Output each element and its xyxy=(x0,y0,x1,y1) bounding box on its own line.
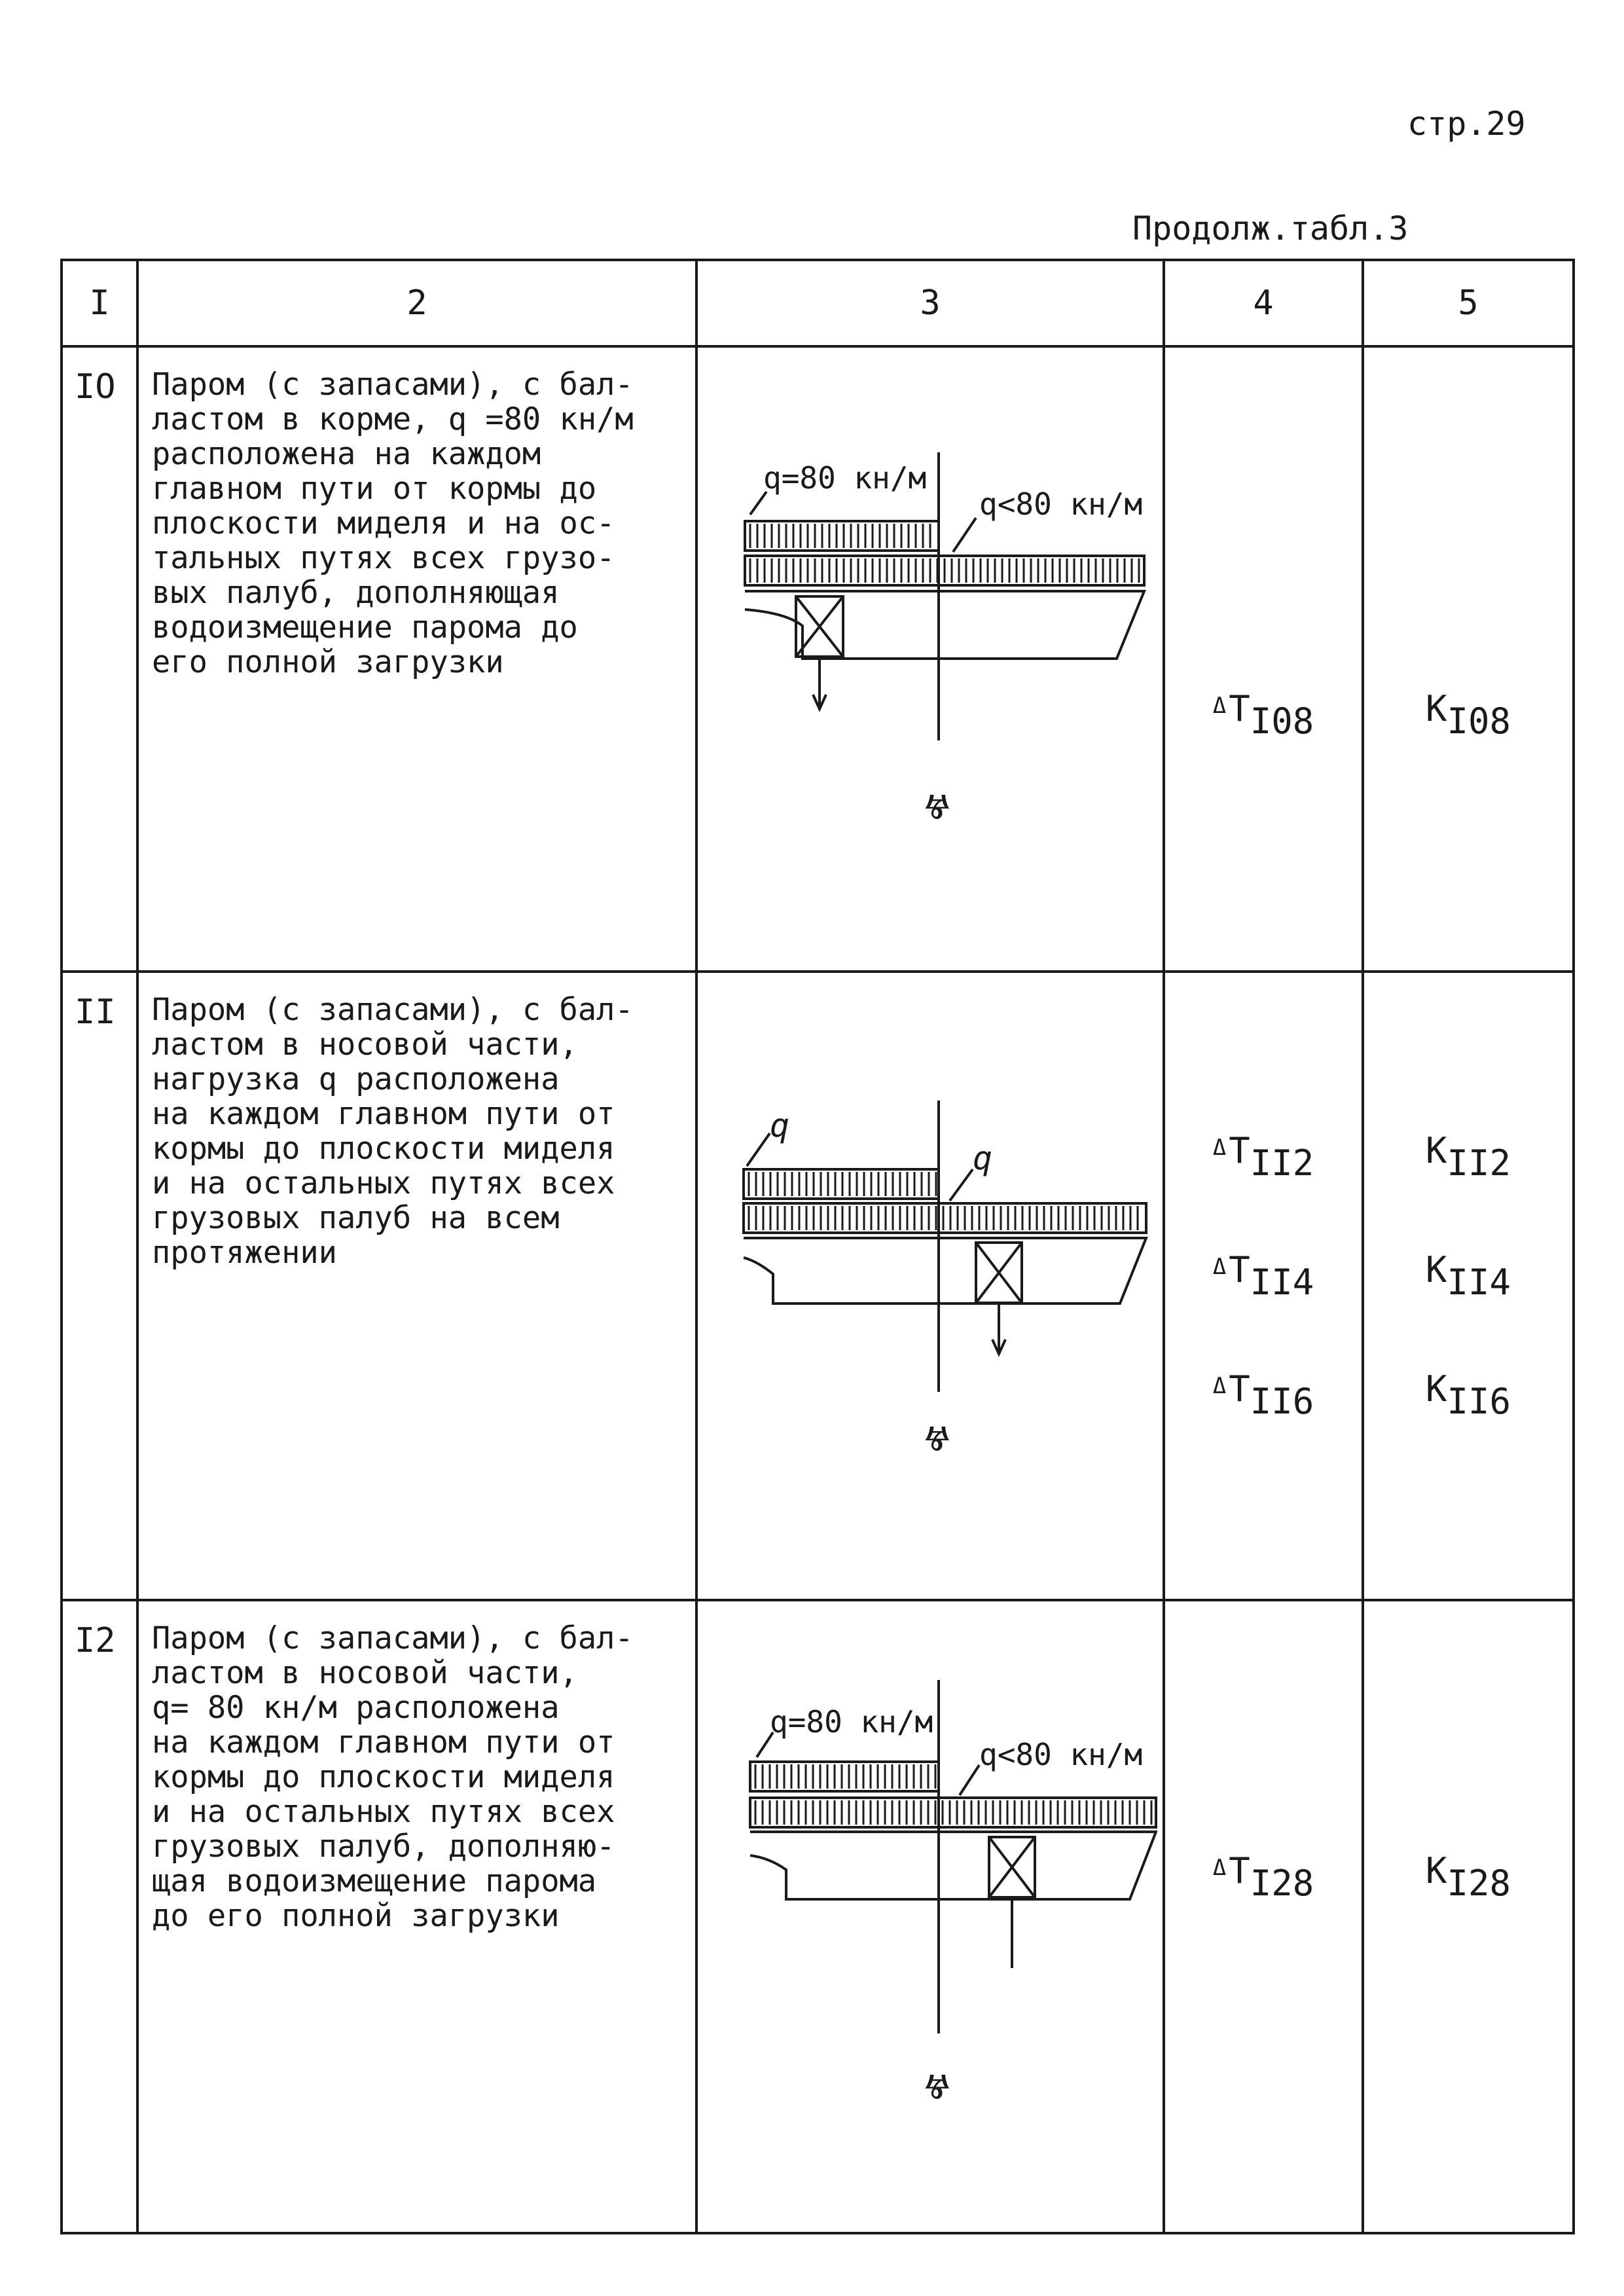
k-symbol: KII4 xyxy=(1425,1248,1511,1303)
col4-symbols xyxy=(1165,1130,1362,1487)
header-col-3: 3 xyxy=(696,260,1164,346)
diagram-cell xyxy=(696,1600,1164,2233)
col5-cell xyxy=(1363,972,1574,1600)
row-description: Паром (с запасами), с бал- ластом в носовой части, нагрузка q расположена на каждом главном пути от кормы до плоскости миделя и на остальных путях всех грузовых палуб на всем протяжении xyxy=(152,992,634,1271)
row-description: Паром (с запасами), с бал- ластом в корме, q =80 кн/м расположена на каждом главном пути от кормы до плоскости миделя и на ос- тальных путях всех грузо- вых палуб, дополняющая водоизмещение парома до его полной загрузки xyxy=(152,367,634,680)
hull-outline xyxy=(745,591,1144,659)
col5-symbols xyxy=(1364,1850,1572,1969)
row-number-cell xyxy=(62,346,137,972)
delta-t-symbol: $^\Delta$TII2 xyxy=(1212,1130,1314,1184)
main-deck-load xyxy=(744,1203,1146,1233)
ferry-load-diagram xyxy=(698,348,1157,963)
load-label-right: q<80 кн/м xyxy=(979,486,1143,522)
header-col-2: 2 xyxy=(137,260,696,346)
k-symbol: KII2 xyxy=(1425,1130,1511,1184)
midship-symbol: Ⱍ xyxy=(924,1417,951,1460)
diagram-cell xyxy=(696,346,1164,972)
header-col-4: 4 xyxy=(1164,260,1363,346)
upper-deck-load xyxy=(745,521,939,551)
load-cases-table xyxy=(60,259,1575,2234)
header-row xyxy=(62,260,1574,346)
page-number: стр.29 xyxy=(1407,105,1526,143)
midship-symbol: Ⱍ xyxy=(924,2066,951,2108)
row-description: Паром (с запасами), с бал- ластом в носовой части, q= 80 кн/м расположена на каждом главном пути от кормы до плоскости миделя и на остальных путях всех грузовых палуб, дополняю- щая водоизмещение парома до его полной загрузки xyxy=(152,1620,634,1934)
row-number: II xyxy=(75,993,116,1032)
delta-t-symbol: $^\Delta$TII6 xyxy=(1212,1368,1314,1422)
ferry-load-diagram xyxy=(698,1601,1157,2223)
col5-symbols xyxy=(1364,1130,1572,1487)
hull-outline xyxy=(750,1832,1156,1899)
row-number: IO xyxy=(75,367,116,407)
k-symbol: KI28 xyxy=(1425,1850,1511,1904)
row-number: I2 xyxy=(75,1621,116,1660)
table-row xyxy=(62,972,1574,1600)
load-label-right: q<80 кн/м xyxy=(979,1737,1143,1772)
description-cell xyxy=(137,346,696,972)
diagram-cell xyxy=(696,972,1164,1600)
upper-deck-load xyxy=(744,1169,939,1199)
load-label-top: q=80 кн/м xyxy=(763,460,927,496)
col4-symbols xyxy=(1165,1850,1362,1969)
table-row xyxy=(62,346,1574,972)
col5-symbols xyxy=(1364,688,1572,807)
col4-cell xyxy=(1164,972,1363,1600)
load-label-top: q=80 кн/м xyxy=(770,1704,933,1740)
k-symbol: KI08 xyxy=(1425,688,1511,742)
row-number-cell xyxy=(62,1600,137,2233)
row-number-cell xyxy=(62,972,137,1600)
delta-t-symbol: $^\Delta$TI08 xyxy=(1212,688,1314,742)
delta-t-symbol: $^\Delta$TII4 xyxy=(1212,1248,1314,1303)
col5-cell xyxy=(1363,1600,1574,2233)
k-symbol: KII6 xyxy=(1425,1368,1511,1422)
ferry-load-diagram xyxy=(698,973,1157,1592)
load-label-right: q xyxy=(973,1139,993,1177)
col4-cell xyxy=(1164,346,1363,972)
delta-t-symbol: $^\Delta$TI28 xyxy=(1212,1850,1314,1904)
col4-symbols xyxy=(1165,688,1362,807)
header-col-1: I xyxy=(62,260,137,346)
hull-outline xyxy=(744,1238,1146,1303)
table-caption: Продолж.табл.3 xyxy=(1132,210,1409,247)
description-cell xyxy=(137,972,696,1600)
upper-deck-load xyxy=(750,1762,939,1791)
midship-symbol: Ⱍ xyxy=(924,786,951,828)
col5-cell xyxy=(1363,346,1574,972)
main-deck-load xyxy=(750,1798,1156,1827)
description-cell xyxy=(137,1600,696,2233)
header-col-5: 5 xyxy=(1363,260,1574,346)
table-row xyxy=(62,1600,1574,2233)
col4-cell xyxy=(1164,1600,1363,2233)
load-label-top: q xyxy=(770,1106,790,1144)
